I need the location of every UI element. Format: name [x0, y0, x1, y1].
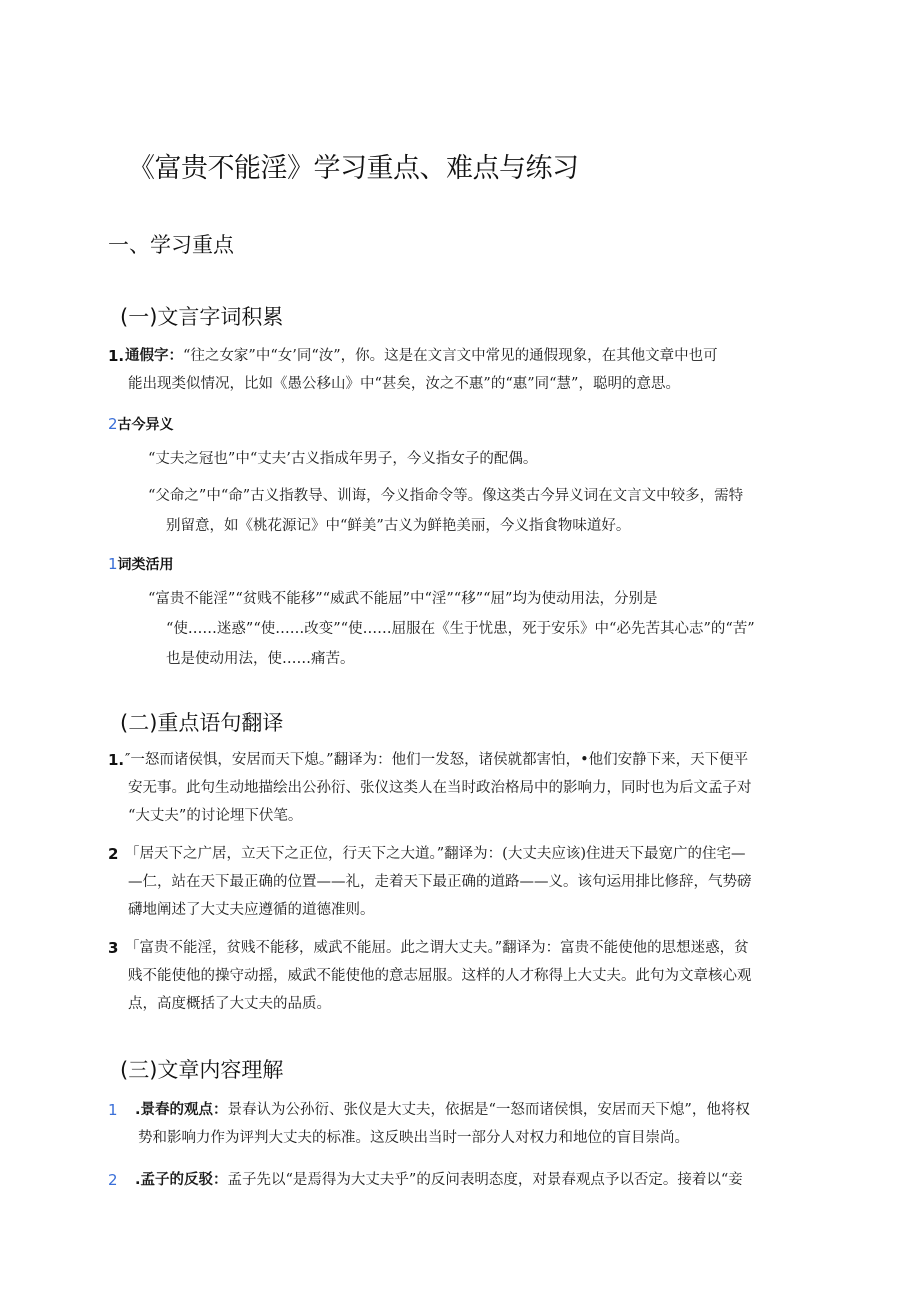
item-text-line: “大丈夫”的讨论埋下伏笔。 [128, 808, 303, 824]
item-text-line: 贱不能使他的操守动摇，威武不能使他的意志屈服。这样的人才称得上大丈夫。此句为文章核心观 [128, 968, 752, 984]
item-number: 2 [108, 415, 118, 433]
item-number: 1. [108, 347, 125, 365]
item-text-line: 「居天下之广居，立天下之正位，行天下之大道。”翻译为：(大丈夫应该)住进天下最宽广的住宅— [125, 846, 746, 862]
paragraph-line: “富贵不能淫”“贫贱不能移”“威武不能屈”中“淫”“移”“屈”均为使动用法，分别是 [148, 591, 658, 607]
paragraph-line: 别留意，如《桃花源记》中“鲜美”古义为鲜艳美丽，今义指食物味道好。 [166, 518, 631, 534]
item-number: 1. [108, 751, 125, 769]
item-label: 古今异义 [117, 417, 174, 433]
item-text-line: 能出现类似情况，比如《愚公移山》中“甚矣，汝之不惠”的“惠”同“慧”，聪明的意思。 [128, 376, 680, 392]
item-label: .孟子的反驳： [135, 1172, 228, 1188]
item-text-line: 景春认为公孙衍、张仪是大丈夫，依据是“一怒而诸侯惧，安居而天下熄”，他将权 [227, 1102, 750, 1118]
list-item-comprehension [108, 1166, 813, 1194]
paragraph [148, 444, 814, 474]
item-text-line: 势和影响力作为评判大丈夫的标准。这反映出当时一部分人对权力和地位的盲目崇尚。 [138, 1130, 689, 1146]
paragraph-line: 也是使动用法，使……痛苦。 [166, 651, 355, 667]
item-label: 通假字： [125, 348, 183, 364]
item-label: 词类活用 [117, 557, 174, 573]
item-text-line: “往之女家”中“女’同“汝”，你。这是在文言文中常见的通假现象，在其他文章中也可 [183, 348, 718, 364]
subsection-heading-translation: (二)重点语句翻译 [120, 711, 284, 735]
item-text-line: 礴地阐述了大丈夫应遵循的道德准则。 [128, 902, 375, 918]
item-heading-gujin-yiyi [108, 414, 174, 434]
list-item-tongjiazi [108, 342, 813, 398]
item-text-line: 孟子先以“是焉得为大丈夫乎”的反问表明态度，对景春观点予以否定。接着以“妾 [227, 1172, 743, 1188]
paragraph-line: “父命之”中“命”古义指教导、训诲，今义指命令等。像这类古今异义词在文言文中较多，需特 [148, 488, 744, 504]
item-number: 1 [108, 1101, 118, 1119]
list-item-translation [108, 840, 813, 924]
list-item-translation [108, 746, 813, 830]
item-text-line: 「富贵不能淫，贫贱不能移，威武不能屈。此之谓大丈夫。”翻译为：富贵不能使他的思想迷惑，贫 [125, 940, 749, 956]
item-label: .景春的观点： [135, 1102, 228, 1118]
list-item-comprehension [108, 1096, 813, 1152]
subsection-heading-vocabulary: (一)文言字词积累 [120, 305, 284, 329]
paragraph [148, 584, 814, 674]
item-text-line: —仁，站在天下最正确的位置——礼，走着天下最正确的道路——义。该句运用排比修辞，气势磅 [128, 874, 752, 890]
item-text-line: ″一怒而诸侯惧，安居而天下熄。”翻译为：他们一发怒，诸侯就都害怕，•他们安静下来，天下便平 [125, 752, 749, 768]
item-heading-cilei-huoyong [108, 554, 174, 574]
paragraph-line: “使……迷惑”“使……改变”“使……屈服在《生于忧患，死于安乐》中“必先苦其心志”的“苦” [166, 621, 755, 637]
item-text-line: 点，高度概括了大丈夫的品质。 [128, 996, 331, 1012]
list-item-translation [108, 934, 813, 1018]
item-number: 3 [108, 939, 119, 957]
paragraph-line: “丈夫之冠也”中“丈夫’古义指成年男子，今义指女子的配偶。 [148, 451, 538, 467]
page-title: 《富贵不能淫》学习重点、难点与练习 [128, 153, 579, 184]
item-number: 1 [108, 555, 118, 573]
item-number: 2 [108, 1171, 118, 1189]
paragraph [148, 481, 814, 541]
section-heading-study-focus: 一、学习重点 [108, 233, 234, 257]
item-number: 2 [108, 845, 119, 863]
item-text-line: 安无事。此句生动地描绘出公孙衍、张仪这类人在当时政治格局中的影响力，同时也为后文孟子对 [128, 780, 752, 796]
subsection-heading-comprehension: (三)文章内容理解 [120, 1058, 284, 1082]
